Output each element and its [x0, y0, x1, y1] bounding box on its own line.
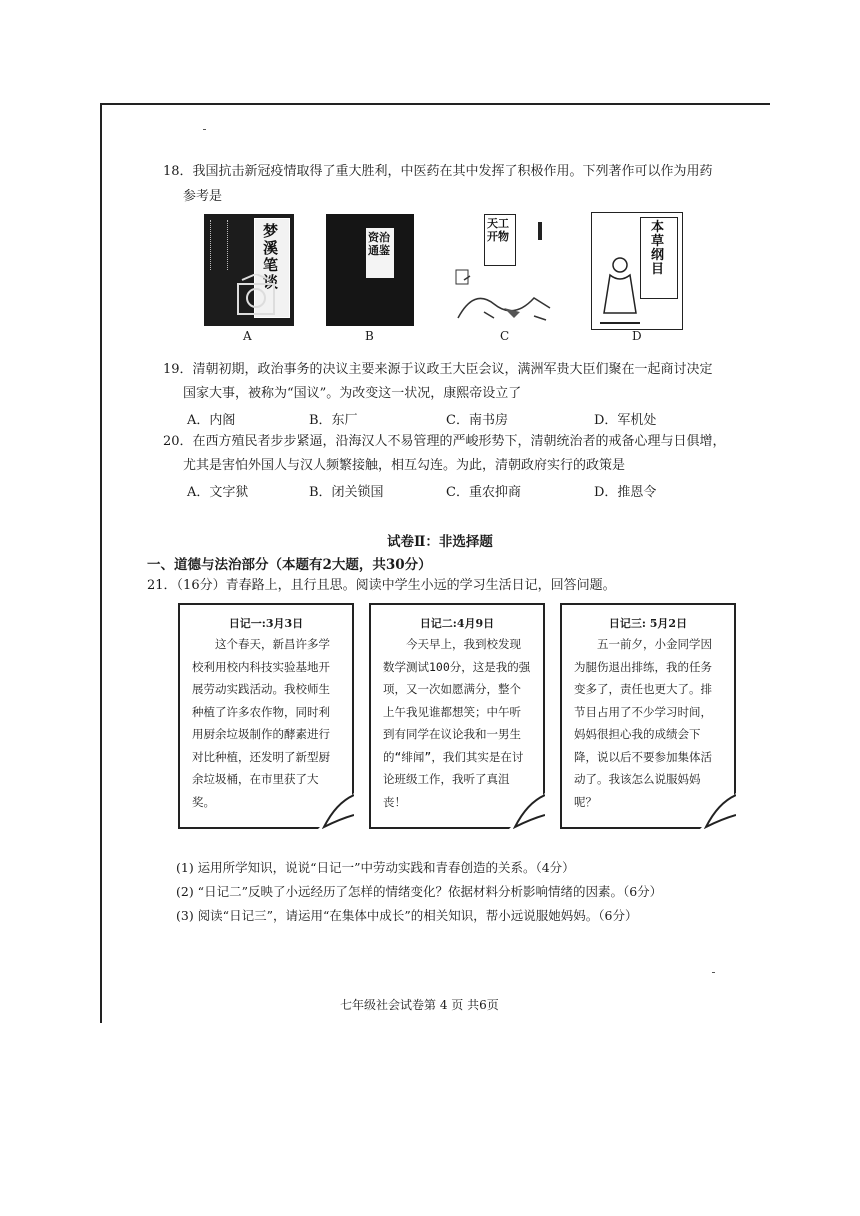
- book-c-label: C: [500, 329, 510, 343]
- book-d-label: D: [632, 329, 642, 343]
- q19-text-line1: 19．清朝初期，政治事务的决议主要来源于议政王大臣会议，满洲军贵大臣们聚在一起商讨决定: [163, 362, 713, 377]
- q20-text-line2: 尤其是害怕外国人与汉人频繁接触，相互勾连。为此，清朝政府实行的政策是: [183, 458, 626, 473]
- q21-intro: 21．（16分）青春路上，且行且思。阅读中学生小远的学习生活日记，回答问题。: [147, 578, 616, 593]
- book-a-title: 梦溪笔谈: [263, 222, 279, 291]
- page-curl-icon: [700, 793, 736, 829]
- q19-text-line2: 国家大事，被称为“国议”。为改变这一状况，康熙帝设立了: [183, 386, 522, 401]
- diary-3-title: 日记三: 5月2日: [608, 617, 688, 630]
- scan-speck: [712, 972, 715, 973]
- diary-card-2: [369, 603, 545, 829]
- book-b-label: B: [365, 329, 374, 343]
- q21-sub1: (1) 运用所学知识，说说“日记一”中劳动实践和青春创造的关系。（4分）: [176, 860, 575, 875]
- q20-option-b: B．闭关锁国: [309, 485, 384, 500]
- section1-heading: 一、道德与法治部分（本题有2大题，共30分）: [147, 557, 432, 573]
- diary-1-title: 日记一:3月3日: [228, 617, 304, 630]
- q20-option-a: A．文字狱: [187, 485, 249, 500]
- book-d-image: [591, 212, 683, 330]
- diary-2-title: 日记二:4月9日: [419, 617, 495, 630]
- page-curl-icon: [509, 793, 545, 829]
- q19-option-c: C．南书房: [446, 413, 508, 428]
- diary-3-body: 五一前夕，小金同学因为腿伤退出排练，我的任务变多了，责任也更大了。排节目占用了不少学习时间，妈妈很担心我的成绩会下降，说以后不要参加集体活动了。我该怎么说服妈妈呢？: [574, 637, 712, 809]
- diary-card-3: [560, 603, 736, 829]
- q19-option-a: A．内阁: [187, 413, 236, 428]
- book-b-image: [326, 214, 414, 326]
- part2-title: 试卷Ⅱ：非选择题: [387, 534, 493, 550]
- page-footer: 七年级社会试卷第 4 页 共6页: [340, 998, 499, 1012]
- q20-text-line1: 20．在西方殖民者步步紧逼，沿海汉人不易管理的严峻形势下，清朝统治者的戒备心理与日俱增，: [163, 434, 726, 449]
- page-curl-icon: [318, 793, 354, 829]
- book-a-image: [204, 214, 294, 326]
- q18-text-line2: 参考是: [183, 189, 223, 204]
- left-border-line: [100, 103, 102, 1023]
- scan-speck: [203, 129, 206, 130]
- diary-2-body: 今天早上，我到校发现数学测试100分，这是我的强项，又一次如愿满分，整个上午我见谁都想笑；中午听到有同学在议论我和一男生的“绯闻”，我们其实是在讨论班级工作，我听了真沮丧！: [383, 637, 531, 809]
- q21-sub2: (2) “日记二”反映了小远经历了怎样的情绪变化？依据材料分析影响情绪的因素。（6分）: [176, 884, 663, 899]
- q20-option-c: C．重农抑商: [446, 485, 521, 500]
- book-b-title: 资治通鉴: [368, 231, 390, 257]
- diary-card-1: [178, 603, 354, 829]
- q21-sub3: (3) 阅读“日记三”，请运用“在集体中成长”的相关知识，帮小远说服她妈妈。（6分）: [176, 908, 638, 923]
- diary-1-body: 这个春天，新昌许多学校利用校内科技实验基地开展劳动实践活动。我校师生种植了许多农作物，同时利用厨余垃圾制作的酵素进行对比种植，还发明了新型厨余垃圾桶，在市里获了大奖。: [192, 637, 330, 809]
- q19-option-b: B．东厂: [309, 413, 358, 428]
- book-a-label: A: [243, 329, 252, 343]
- book-c-title: 天工开物: [487, 217, 509, 243]
- q18-text-line1: 18．我国抗击新冠疫情取得了重大胜利，中医药在其中发挥了积极作用。下列著作可以作为用药: [163, 164, 713, 179]
- book-c-image: [454, 212, 554, 328]
- book-d-title: 本草纲目: [651, 220, 665, 277]
- q19-option-d: D．军机处: [594, 413, 657, 428]
- q20-option-d: D．推恩令: [594, 485, 657, 500]
- top-border-line: [100, 103, 770, 105]
